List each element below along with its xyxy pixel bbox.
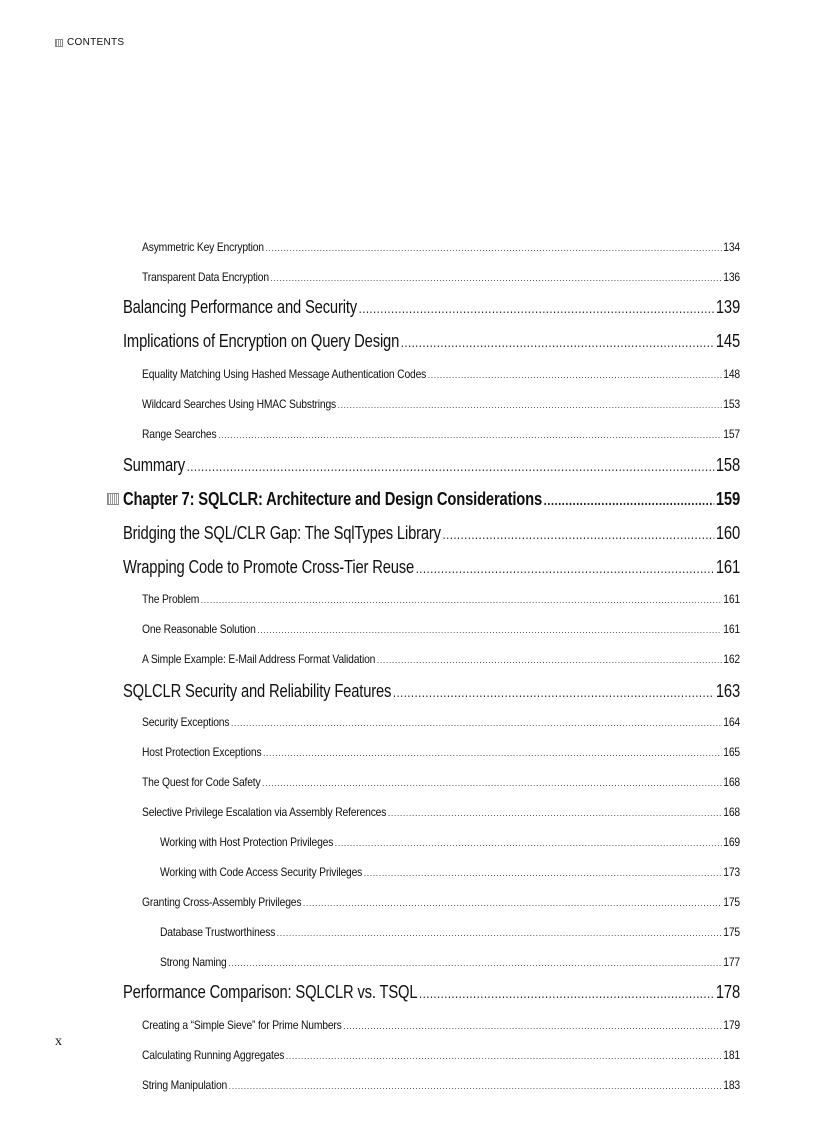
dot-leader (416, 560, 715, 576)
toc-section (142, 1078, 740, 1092)
toc-entry-title: Equality Matching Using Hashed Message Authentication Codes (142, 366, 427, 381)
toc-entry-page: 153 (723, 396, 740, 411)
toc-entry-page: 159 (715, 489, 740, 510)
toc-entry-page: 169 (723, 834, 740, 849)
toc-heading (123, 455, 740, 476)
toc-heading (123, 523, 740, 544)
dot-leader (229, 1081, 722, 1091)
toc-section (142, 592, 740, 606)
toc-entry-page: 183 (723, 1077, 740, 1092)
running-head (55, 37, 124, 48)
toc-entry-title: Security Exceptions (142, 714, 230, 729)
toc-section (142, 427, 740, 441)
toc-section (142, 397, 740, 411)
toc-entry-title: Wildcard Searches Using HMAC Substrings (142, 396, 337, 411)
toc-entry-page: 175 (723, 894, 740, 909)
toc-entry-page: 148 (723, 366, 740, 381)
toc-entry-title: Asymmetric Key Encryption (142, 239, 264, 254)
toc-entry-title: Working with Code Access Security Privileges (160, 864, 363, 879)
toc-entry-page: 162 (723, 651, 740, 666)
toc-section (142, 270, 740, 284)
dot-leader (388, 808, 722, 818)
running-head-label: CONTENTS (67, 37, 125, 48)
toc-entry-page: 181 (723, 1047, 740, 1062)
toc-entry-page: 179 (723, 1017, 740, 1032)
toc-entry-title: Working with Host Protection Privileges (160, 834, 334, 849)
toc-chapter (123, 489, 740, 510)
toc-entry-title: Range Searches (142, 426, 217, 441)
toc-section (142, 805, 740, 819)
toc-entry-page: 136 (723, 269, 740, 284)
dot-leader (286, 1051, 722, 1061)
toc-entry-title: Database Trustworthiness (160, 924, 276, 939)
square-icon (55, 39, 63, 47)
toc-heading (123, 557, 740, 578)
toc-entry-page: 164 (723, 714, 740, 729)
toc-entry-title: Balancing Performance and Security (123, 297, 357, 318)
toc-entry-page: 168 (723, 804, 740, 819)
toc-entry-page: 175 (723, 924, 740, 939)
dot-leader (257, 625, 721, 635)
dot-leader (228, 958, 721, 968)
dot-leader (231, 718, 721, 728)
dot-leader (201, 595, 722, 605)
dot-leader (335, 838, 722, 848)
dot-leader (364, 868, 722, 878)
dot-leader (266, 243, 722, 253)
toc-section (142, 652, 740, 666)
toc-entry-title: Strong Naming (160, 954, 227, 969)
toc-entry-title: SQLCLR Security and Reliability Features (123, 681, 392, 702)
dot-leader (419, 985, 714, 1001)
toc-entry-title: Bridging the SQL/CLR Gap: The SqlTypes Library (123, 523, 441, 544)
toc-entry-title: Calculating Running Aggregates (142, 1047, 285, 1062)
toc-entry-page: 161 (723, 591, 740, 606)
toc-entry-page: 178 (715, 982, 740, 1003)
toc-subsection (160, 925, 740, 939)
toc-entry-title: Summary (123, 455, 186, 476)
toc-entry-title: Creating a “Simple Sieve” for Prime Numbers (142, 1017, 342, 1032)
toc-entry-title: The Quest for Code Safety (142, 774, 261, 789)
toc-section (142, 775, 740, 789)
dot-leader (277, 928, 722, 938)
toc-entry-page: 177 (723, 954, 740, 969)
dot-leader (262, 778, 721, 788)
toc-entry-page: 165 (723, 744, 740, 759)
dot-leader (187, 458, 715, 474)
toc-entry-title: One Reasonable Solution (142, 621, 256, 636)
toc-section (142, 715, 740, 729)
toc-entry-title: A Simple Example: E-Mail Address Format Validation (142, 651, 376, 666)
square-icon (107, 493, 119, 505)
dot-leader (271, 273, 722, 283)
toc-entry-page: 168 (723, 774, 740, 789)
toc-entry-page: 157 (723, 426, 740, 441)
dot-leader (359, 300, 715, 316)
toc-entry-title: Implications of Encryption on Query Design (123, 331, 400, 352)
toc-entry-title: Transparent Data Encryption (142, 269, 269, 284)
toc-entry-title: String Manipulation (142, 1077, 228, 1092)
toc-entry-title: Granting Cross-Assembly Privileges (142, 894, 302, 909)
toc-subsection (160, 865, 740, 879)
dot-leader (338, 400, 722, 410)
toc-entry-page: 163 (715, 681, 740, 702)
toc-entry-page: 161 (723, 621, 740, 636)
dot-leader (218, 430, 721, 440)
toc-entry-title: The Problem (142, 591, 200, 606)
toc-entry-page: 158 (715, 455, 740, 476)
dot-leader (343, 1021, 721, 1031)
toc-section (142, 1018, 740, 1032)
toc-entry-title: Performance Comparison: SQLCLR vs. TSQL (123, 982, 418, 1003)
toc-section (142, 367, 740, 381)
dot-leader (263, 748, 721, 758)
toc-entry-page: 134 (723, 239, 740, 254)
toc-heading (123, 297, 740, 318)
toc-section (142, 240, 740, 254)
toc-heading (123, 681, 740, 702)
toc-entry-title: Selective Privilege Escalation via Assembly References (142, 804, 387, 819)
dot-leader (303, 898, 722, 908)
toc-entry-page: 160 (715, 523, 740, 544)
dot-leader (377, 655, 722, 665)
toc-heading (123, 982, 740, 1003)
page-number: x (55, 1034, 62, 1049)
toc-section (142, 1048, 740, 1062)
toc-entry-page: 145 (715, 331, 740, 352)
toc-entry-title: Host Protection Exceptions (142, 744, 262, 759)
toc-entry-title: Wrapping Code to Promote Cross-Tier Reuse (123, 557, 415, 578)
toc-entry-page: 161 (715, 557, 740, 578)
dot-leader (393, 684, 714, 700)
toc-heading (123, 331, 740, 352)
toc-section (142, 745, 740, 759)
dot-leader (428, 370, 722, 380)
toc-subsection (160, 955, 740, 969)
dot-leader (401, 334, 714, 350)
toc-subsection (160, 835, 740, 849)
toc-section (142, 622, 740, 636)
toc-entry-title: Chapter 7: SQLCLR: Architecture and Design Considerations (123, 489, 543, 510)
dot-leader (544, 492, 715, 508)
toc-entry-page: 139 (715, 297, 740, 318)
toc-section (142, 895, 740, 909)
toc-entry-page: 173 (723, 864, 740, 879)
dot-leader (443, 526, 715, 542)
